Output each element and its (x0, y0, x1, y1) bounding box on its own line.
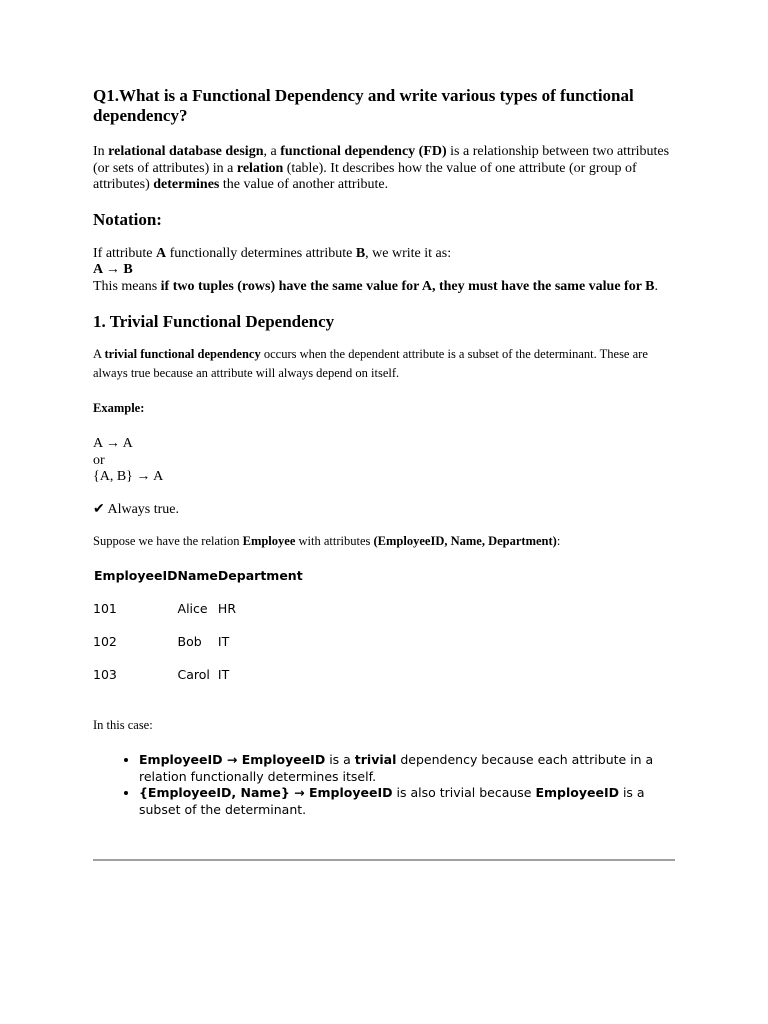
example-or: or (93, 452, 105, 468)
suppose-text: with attributes (295, 534, 374, 548)
case-text: is a subset of the determinant. (139, 785, 645, 817)
case-bold: EmployeeID (535, 785, 619, 800)
notation-paragraph (93, 246, 675, 296)
table-cell: HR (217, 601, 237, 616)
table-cell: 103 (93, 667, 117, 682)
intro-text: In (93, 144, 109, 159)
suppose-text: : (556, 534, 561, 548)
table-header-department: Department (217, 568, 303, 583)
intro-paragraph (93, 144, 675, 194)
notation-heading: Notation: (93, 209, 162, 229)
question-heading (93, 86, 675, 126)
case-bold: EmployeeID → EmployeeID (139, 752, 326, 767)
intro-text: , a (263, 144, 281, 159)
suppose-bold: (EmployeeID, Name, Department) (373, 534, 557, 548)
intro-text: is a relationship between two attributes (or sets of attributes) in a (93, 144, 670, 176)
intro-bold: functional dependency (FD) (280, 144, 447, 159)
trivial-text: A (93, 347, 105, 361)
intro-text: the value of another attribute. (219, 177, 389, 192)
notation-text: If attribute (93, 245, 156, 261)
suppose-bold: Employee (242, 534, 296, 548)
table-row (93, 601, 303, 634)
case-bold: trivial (354, 752, 397, 767)
table-cell: Carol (177, 667, 210, 682)
table-cell: Bob (177, 634, 202, 649)
notation-text: , we write it as: (365, 245, 452, 261)
document-page (93, 86, 675, 818)
suppose-paragraph (93, 532, 675, 551)
example-label: Example: (93, 401, 145, 415)
always-true-note: ✔ Always true. (93, 501, 179, 517)
intro-bold: determines (153, 177, 220, 192)
case-text: is also trivial because (392, 785, 536, 800)
notation-text: This means (93, 278, 161, 294)
in-this-case-label: In this case: (93, 718, 153, 732)
employee-table (93, 568, 303, 700)
trivial-bold: trivial functional dependency (104, 347, 261, 361)
list-item (139, 785, 675, 818)
notation-text: functionally determines attribute (166, 245, 356, 261)
table-cell: IT (217, 667, 230, 682)
notation-formula: A → B (93, 262, 133, 277)
example-formula-2: {A, B} → A (93, 469, 164, 484)
suppose-text: Suppose we have the relation (93, 534, 243, 548)
notation-bold: if two tuples (rows) have the same value for A, they must have the same value for B (160, 278, 655, 294)
heading-line-2: dependency? (93, 106, 188, 125)
table-header-name: Name (177, 568, 218, 583)
case-text: dependency because each attribute in a relation functionally determines itself. (139, 752, 654, 784)
intro-text: (table). It describes how the value of one attribute (or group of attributes) (93, 160, 637, 192)
table-row (93, 667, 303, 700)
case-text: is a (325, 752, 355, 767)
trivial-text: occurs when the dependent attribute is a subset of the determinant. These are always true because an attribute will always depend on itself. (93, 347, 648, 380)
notation-text: . (654, 278, 659, 294)
horizontal-rule (93, 859, 675, 861)
intro-bold: relational database design (108, 144, 264, 159)
heading-line-1: Q1.What is a Functional Dependency and write various types of functional (93, 86, 634, 105)
case-list (93, 752, 675, 818)
table-row (93, 634, 303, 667)
table-header-row (93, 568, 303, 601)
example-formula-1: A → A (93, 436, 133, 451)
table-cell: IT (217, 634, 230, 649)
trivial-description (93, 345, 675, 383)
notation-bold: B (355, 245, 366, 261)
table-cell: 102 (93, 634, 117, 649)
table-header-employeeid: EmployeeID (94, 568, 178, 583)
intro-bold: relation (236, 160, 284, 176)
notation-bold: A (155, 245, 167, 261)
trivial-heading: 1. Trivial Functional Dependency (93, 312, 335, 331)
list-item (139, 752, 675, 785)
example-block (93, 436, 675, 486)
table-cell: 101 (93, 601, 117, 616)
case-bold: {EmployeeID, Name} → EmployeeID (139, 785, 393, 800)
table-cell: Alice (177, 601, 208, 616)
